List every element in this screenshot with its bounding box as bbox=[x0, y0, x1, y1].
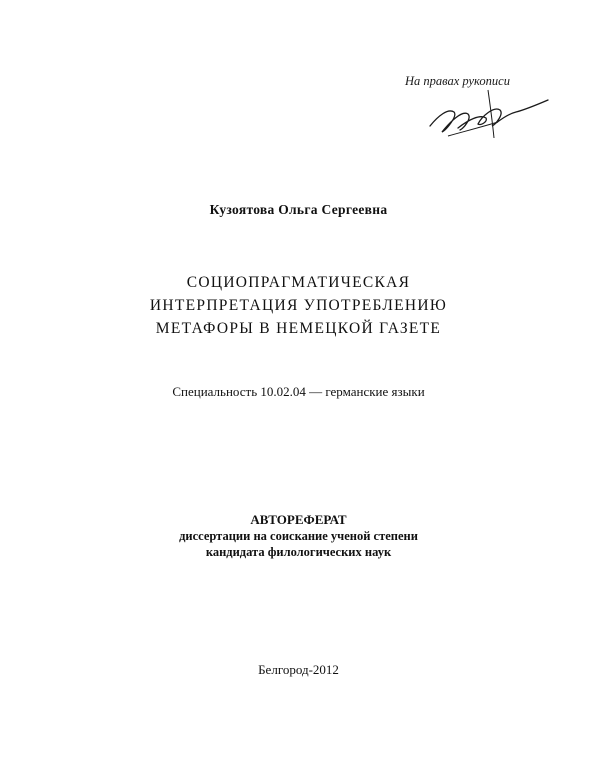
abstract-line: диссертации на соискание ученой степени bbox=[179, 529, 418, 543]
title-line: МЕТАФОРЫ В НЕМЕЦКОЙ ГАЗЕТЕ bbox=[155, 320, 442, 337]
title-line: ИНТЕРПРЕТАЦИЯ УПОТРЕБЛЕНИЮ bbox=[149, 297, 448, 314]
author-name: Кузоятова Ольга Сергеевна bbox=[209, 202, 388, 217]
abstract-heading: АВТОРЕФЕРАТ bbox=[250, 512, 347, 527]
abstract-block bbox=[0, 512, 597, 560]
dissertation-title bbox=[0, 271, 597, 340]
abstract-line: кандидата филологических наук bbox=[205, 545, 392, 559]
city-year: Белгород-2012 bbox=[258, 662, 339, 677]
title-line: СОЦИОПРАГМАТИЧЕСКАЯ bbox=[186, 274, 411, 291]
specialty-line: Специальность 10.02.04 — германские языки bbox=[172, 384, 425, 399]
handwritten-signature bbox=[428, 86, 550, 142]
rights-note: На правах рукописи bbox=[405, 74, 510, 88]
